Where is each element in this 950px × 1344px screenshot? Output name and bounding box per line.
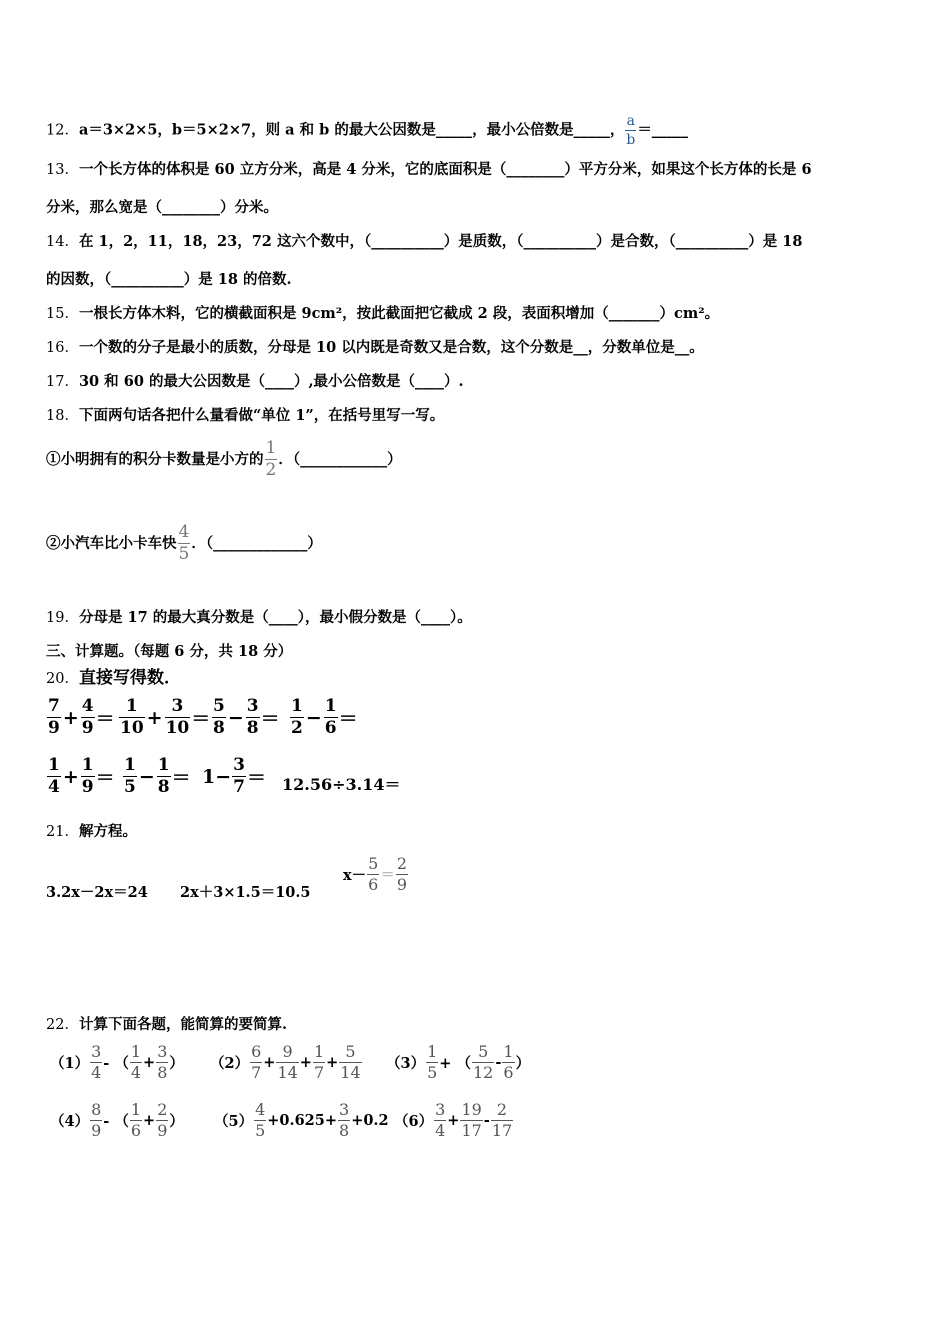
question-text: 30 和 60 的最大公因数是（____）,最小公倍数是（____）. bbox=[78, 373, 464, 390]
fraction: $\frac{1}{2}$ bbox=[265, 438, 277, 480]
equation-2: 2x＋3×1.5＝10.5 bbox=[180, 884, 311, 901]
question-number: 17． bbox=[46, 374, 79, 390]
fraction: $\frac{1}{6}$ bbox=[324, 696, 337, 738]
question-number: 15． bbox=[46, 306, 79, 322]
fraction: $\frac{1}{4}$ bbox=[130, 1042, 142, 1082]
problem-5: （5） $\frac{4}{5}$ +0.625+ $\frac{3}{8}$ +0.2 bbox=[214, 1100, 389, 1140]
problem-3: （3） $\frac{1}{5}$ + （ $\frac{5}{12}$ - $\frac{1}{6}$ ） bbox=[386, 1042, 531, 1082]
fraction: $\frac{4}{5}$ bbox=[178, 522, 190, 564]
section-heading: 三、计算题。（每题 6 分，共 18 分） bbox=[46, 643, 293, 660]
fraction: $\frac{9}{14}$ bbox=[277, 1042, 298, 1082]
fraction: $\frac{3}{8}$ bbox=[246, 696, 259, 738]
question-text: a＝3×2×5，b＝5×2×7，则 a 和 b 的最大公因数是_____，最小公倍数是_____， bbox=[78, 121, 625, 139]
problem-4: （4） $\frac{8}{9}$ - （ $\frac{1}{6}$ + $\frac{2}{9}$ ） bbox=[50, 1100, 184, 1140]
fraction: $\frac{1}{8}$ bbox=[157, 755, 170, 797]
fraction: $\frac{8}{9}$ bbox=[91, 1100, 102, 1140]
fraction: $\frac{4}{5}$ bbox=[255, 1100, 266, 1140]
question-number: 19． bbox=[46, 610, 79, 626]
expression: $\frac{1}{2}$ − $\frac{1}{6}$ ＝ bbox=[291, 696, 358, 738]
fraction: $\frac{5}{6}$ bbox=[368, 854, 379, 894]
fraction: $\frac{19}{17}$ bbox=[461, 1100, 482, 1140]
question-18-sentence-1 bbox=[46, 440, 402, 479]
question-number: 16． bbox=[46, 340, 79, 356]
fraction: $\frac{1}{4}$ bbox=[48, 755, 60, 797]
problem-2: （2） $\frac{6}{7}$ + $\frac{9}{14}$ + $\frac{1}{7}$ + $\frac{5}{14}$ bbox=[210, 1042, 361, 1082]
question-12 bbox=[46, 114, 688, 147]
expression: 1− $\frac{3}{7}$ ＝ bbox=[202, 755, 266, 797]
fraction: $\frac{1}{6}$ bbox=[503, 1042, 514, 1082]
fraction: $\frac{1}{9}$ bbox=[81, 755, 94, 797]
question-text: 一个数的分子是最小的质数，分母是 10 以内既是奇数又是合数，这个分数是__，分数单位是__。 bbox=[78, 339, 704, 356]
fraction: $\frac{1}{7}$ bbox=[313, 1042, 325, 1082]
fraction: $\frac{2}{17}$ bbox=[491, 1100, 513, 1140]
question-21 bbox=[46, 823, 137, 841]
fraction: $\frac{3}{4}$ bbox=[435, 1100, 446, 1140]
problem-6: （6） $\frac{3}{4}$ + $\frac{19}{17}$ - $\frac{2}{17}$ bbox=[394, 1100, 513, 1140]
fraction: $\frac{5}{8}$ bbox=[213, 696, 225, 738]
fraction: $\frac{1}{5}$ bbox=[427, 1042, 438, 1082]
equation-3: x－ $\frac{5}{6}$ ＝ $\frac{2}{9}$ bbox=[343, 854, 408, 894]
question-number: 22． bbox=[46, 1017, 79, 1033]
fraction: $\frac{2}{9}$ bbox=[157, 1100, 168, 1140]
question-22 bbox=[46, 1016, 287, 1034]
question-18 bbox=[46, 407, 444, 425]
question-text: 下面两句话各把什么量看做“单位 1”，在括号里写一写。 bbox=[78, 407, 445, 424]
question-16 bbox=[46, 339, 704, 357]
fraction: $\frac{5}{14}$ bbox=[340, 1042, 361, 1082]
question-number: 12． bbox=[46, 122, 79, 139]
question-17 bbox=[46, 373, 464, 391]
question-text: 分米，那么宽是（________）分米。 bbox=[46, 199, 278, 216]
equation-1: 3.2x－2x＝24 bbox=[46, 884, 148, 901]
question-19 bbox=[46, 609, 472, 627]
fraction: $\frac{1}{5}$ bbox=[124, 755, 136, 797]
question-title: 计算下面各题，能简算的要简算. bbox=[78, 1016, 287, 1033]
fraction: $\frac{3}{10}$ bbox=[165, 696, 190, 738]
question-number: 20． bbox=[46, 671, 79, 687]
question-number: 14． bbox=[46, 234, 79, 250]
fraction: $\frac{3}{8}$ bbox=[157, 1042, 168, 1082]
question-14-line2 bbox=[46, 271, 292, 288]
answer-blank: ．（_____________） bbox=[191, 534, 322, 552]
question-text: 一根长方体木料，它的横截面积是 9cm²，按此截面把它截成 2 段，表面积增加（_______）cm²。 bbox=[78, 305, 720, 322]
sentence-text: ①小明拥有的积分卡数量是小方的 bbox=[46, 450, 264, 468]
fraction: $\frac{7}{9}$ bbox=[48, 696, 60, 738]
expression: $\frac{1}{5}$ − $\frac{1}{8}$ ＝ bbox=[124, 755, 191, 797]
expression: $\frac{1}{10}$ + $\frac{3}{10}$ ＝ bbox=[120, 696, 211, 738]
fraction: $\frac{5}{12}$ bbox=[472, 1042, 494, 1082]
question-text: 在 1，2，11，18，23，72 这六个数中，（__________）是质数，（__________）是合数，（__________）是 18 bbox=[78, 233, 803, 250]
fraction: $\frac{1}{10}$ bbox=[120, 696, 144, 738]
question-number: 18． bbox=[46, 408, 79, 424]
fraction-a-over-b: $\frac{a}{b}$ bbox=[626, 113, 636, 148]
question-15 bbox=[46, 305, 719, 323]
question-13-line2 bbox=[46, 199, 278, 216]
fraction: $\frac{1}{6}$ bbox=[130, 1100, 142, 1140]
fraction: $\frac{6}{7}$ bbox=[251, 1042, 262, 1082]
question-14-line1 bbox=[46, 233, 802, 251]
answer-blank: ．（____________） bbox=[278, 450, 402, 468]
question-13-line1 bbox=[46, 161, 812, 179]
sentence-text: ②小汽车比小卡车快 bbox=[46, 534, 177, 552]
fraction: $\frac{3}{7}$ bbox=[233, 755, 245, 797]
question-text: 一个长方体的体积是 60 立方分米，高是 4 分米，它的底面积是（________）平方分米，如果这个长方体的长是 6 bbox=[78, 161, 812, 178]
expression: 12.56÷3.14＝ bbox=[282, 775, 401, 794]
answer-blank: ＝_____ bbox=[637, 121, 689, 139]
question-title: 直接写得数． bbox=[78, 668, 181, 688]
question-text: 分母是 17 的最大真分数是（____），最小假分数是（____）。 bbox=[78, 609, 472, 626]
question-number: 21． bbox=[46, 824, 79, 840]
question-text: 的因数，（__________）是 18 的倍数. bbox=[46, 271, 292, 288]
fraction: $\frac{1}{2}$ bbox=[291, 696, 303, 738]
fraction: $\frac{2}{9}$ bbox=[396, 854, 408, 894]
expression: $\frac{1}{4}$ + $\frac{1}{9}$ ＝ bbox=[48, 755, 115, 797]
expression: $\frac{7}{9}$ + $\frac{4}{9}$ ＝ bbox=[48, 696, 115, 738]
question-number: 13． bbox=[46, 162, 79, 178]
question-18-sentence-2 bbox=[46, 524, 322, 563]
fraction: $\frac{3}{8}$ bbox=[339, 1100, 350, 1140]
question-20 bbox=[46, 668, 181, 688]
fraction: $\frac{3}{4}$ bbox=[91, 1042, 102, 1082]
fraction: $\frac{4}{9}$ bbox=[81, 696, 94, 738]
expression: $\frac{5}{8}$ − $\frac{3}{8}$ ＝ bbox=[213, 696, 280, 738]
problem-1: （1） $\frac{3}{4}$ - （ $\frac{1}{4}$ + $\frac{3}{8}$ ） bbox=[50, 1042, 184, 1082]
question-title: 解方程。 bbox=[78, 823, 137, 840]
